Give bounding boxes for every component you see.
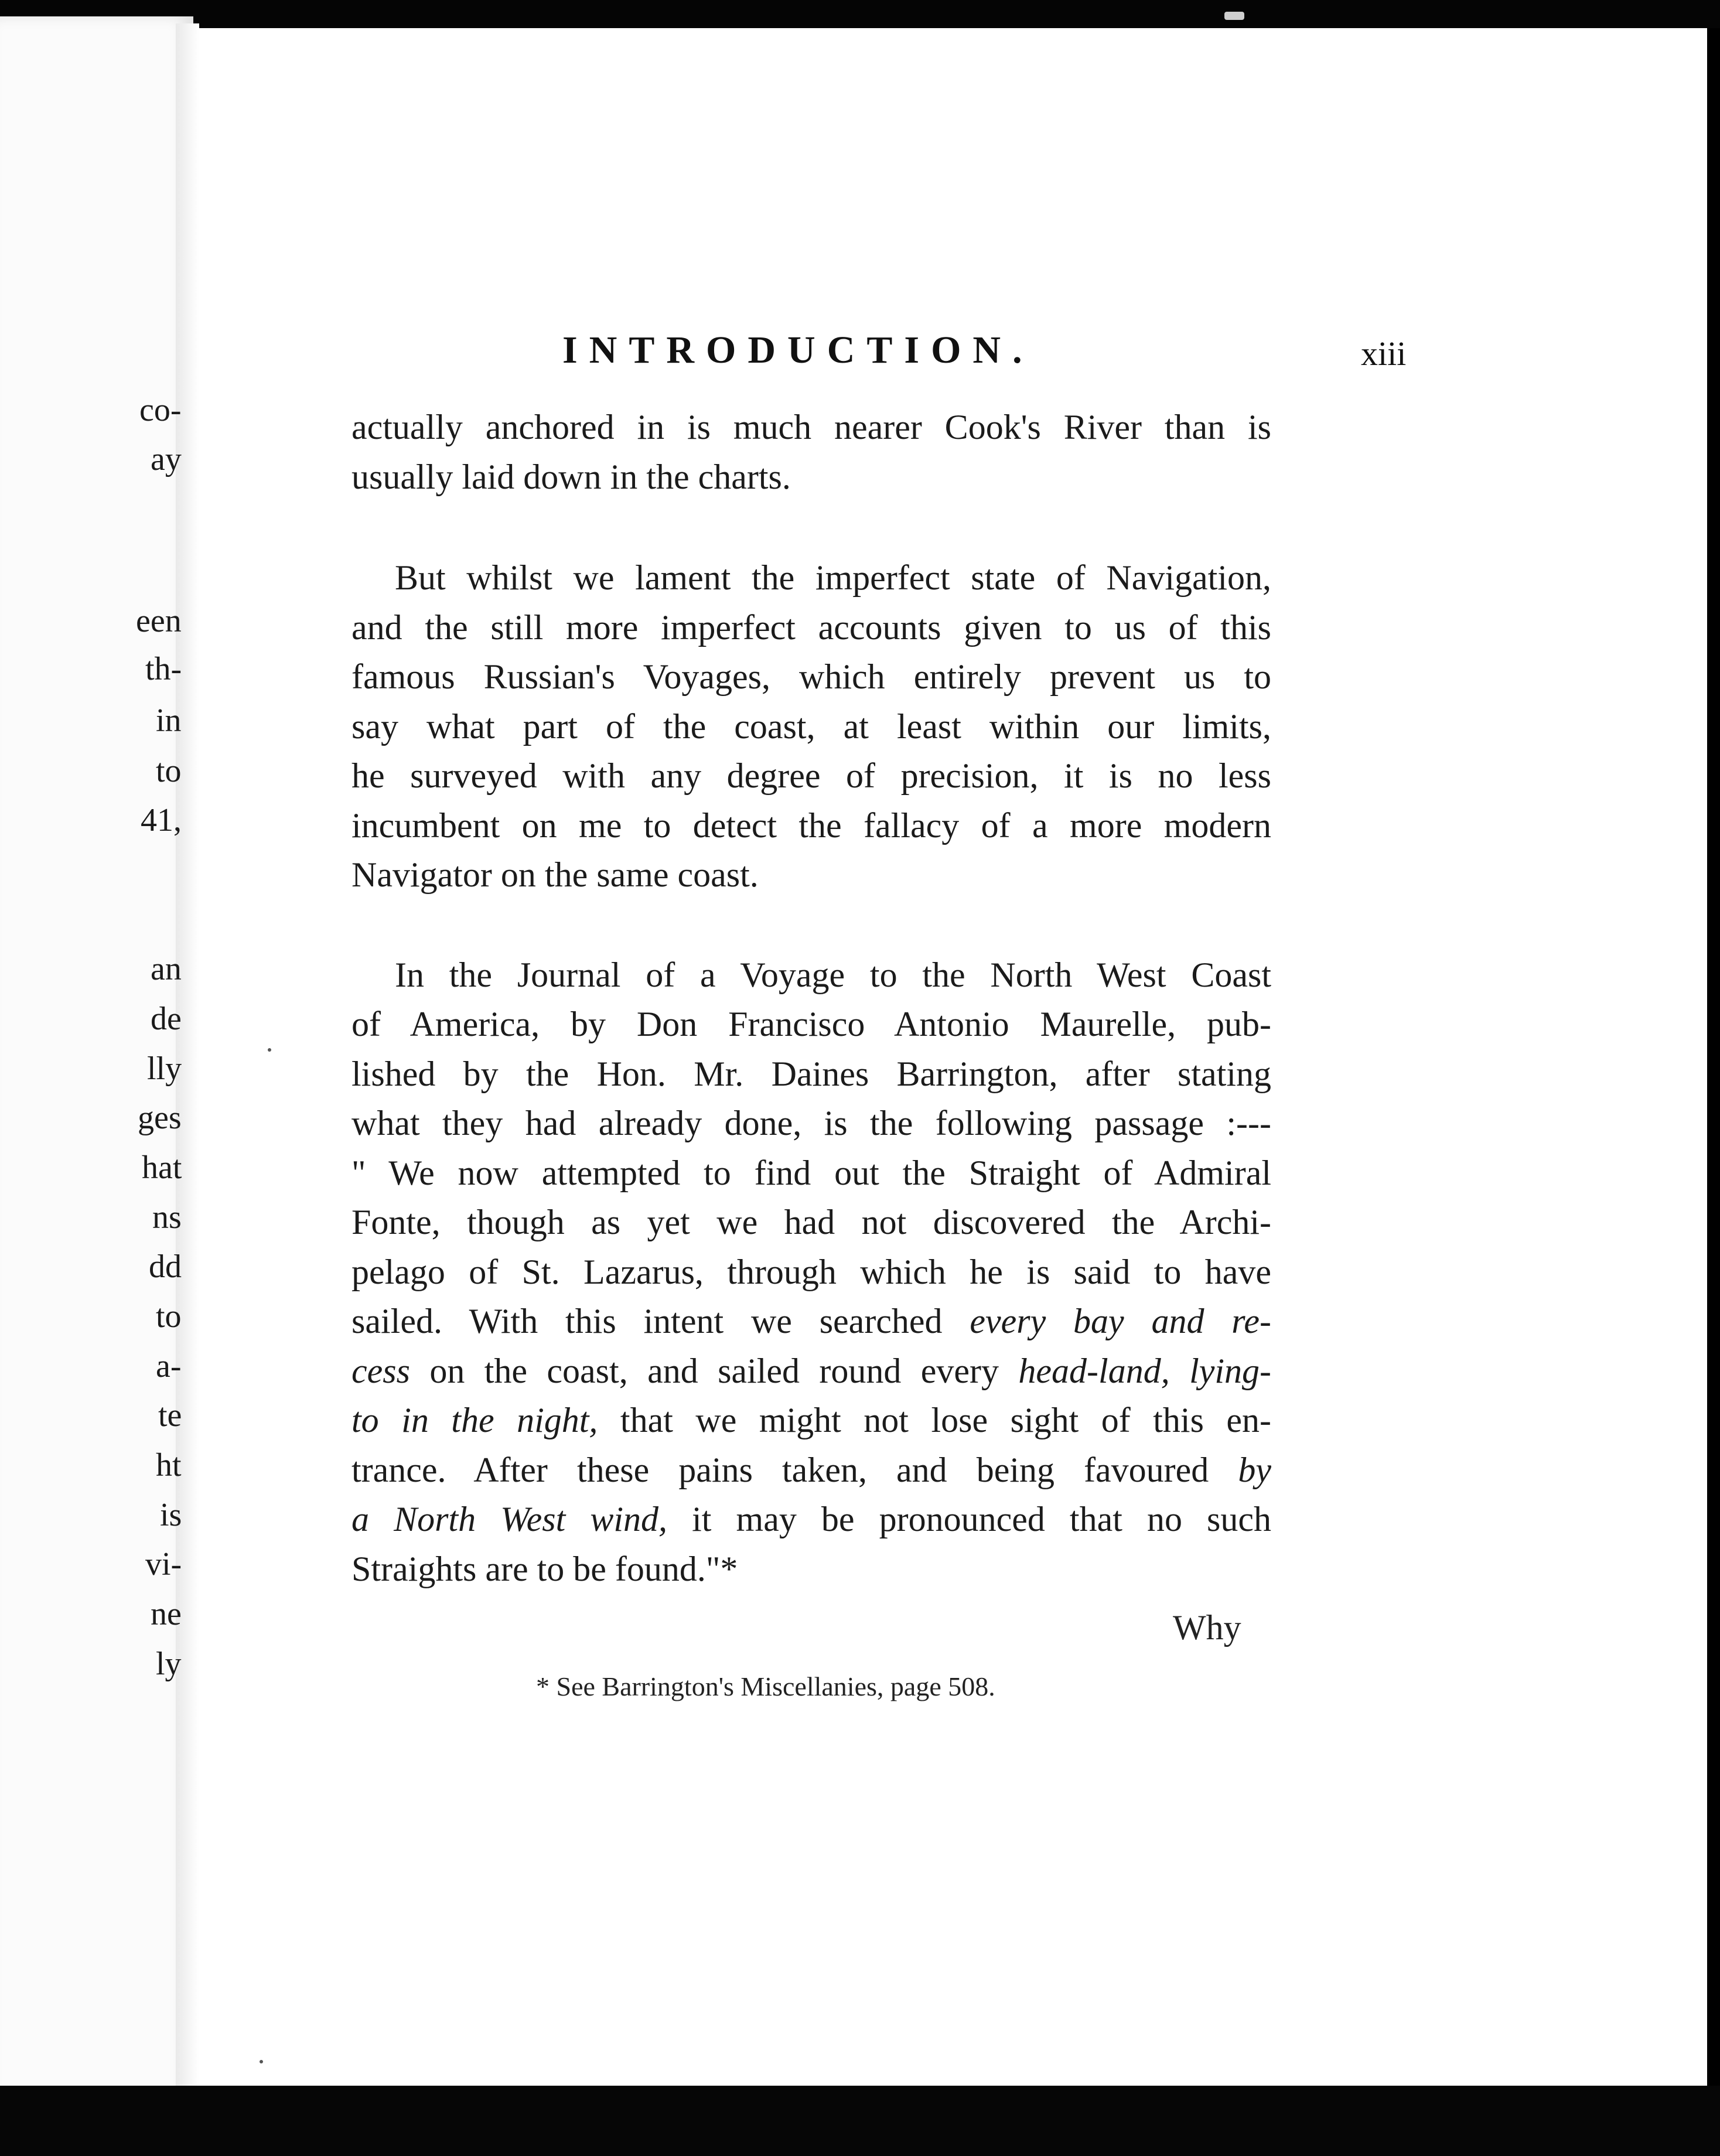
footnote: * See Barrington's Miscellanies, page 508. (536, 1671, 995, 1701)
text-line: actually anchored in is much nearer Cook's River than is (351, 408, 1271, 446)
italic-text: every bay and re- (970, 1302, 1271, 1340)
text-line: Fonte, though as yet we had not discovered the Archi- (351, 1203, 1271, 1241)
scan-speck (1224, 12, 1244, 20)
text-line: famous Russian's Voyages, which entirely prevent us to (351, 657, 1271, 696)
page-number: xiii (1361, 335, 1407, 373)
italic-text: cess (351, 1351, 410, 1390)
text-line-with-italic (351, 1445, 1271, 1495)
catchword: Why (1173, 1608, 1241, 1647)
text-line-with-italic (351, 1297, 1271, 1346)
text-line: pelago of St. Lazarus, through which he is said to have (351, 1252, 1271, 1291)
text-line: In the Journal of a Voyage to the North West Coast (395, 955, 1271, 994)
italic-text: head-land, lying- (1018, 1351, 1272, 1390)
page-content (351, 402, 1271, 1644)
running-head: INTRODUCTION. (562, 329, 1034, 371)
roman-text: trance. After these pains taken, and being favoured (351, 1450, 1209, 1489)
text-line: incumbent on me to detect the fallacy of a more modern (351, 806, 1271, 845)
scan-speck (268, 1048, 271, 1052)
text-line: say what part of the coast, at least within our limits, (351, 707, 1271, 746)
paragraph-1 (351, 402, 1271, 502)
scan-top-border (0, 0, 1720, 28)
scan-speck (260, 2060, 263, 2063)
text-line-with-italic (351, 1346, 1271, 1396)
text-line: what they had already done, is the following passage :--- (351, 1104, 1271, 1142)
text-line: lished by the Hon. Mr. Daines Barrington, after stating (351, 1054, 1271, 1093)
text-line: " We now attempted to find out the Straight of Admiral (351, 1153, 1271, 1192)
text-line: Straights are to be found."* (351, 1549, 738, 1588)
text-line: and the still more imperfect accounts given to us of this (351, 608, 1271, 647)
paragraph-2 (351, 553, 1271, 900)
text-line: Navigator on the same coast. (351, 855, 759, 894)
italic-text: to in the night, (351, 1401, 598, 1439)
text-line: But whilst we lament the imperfect state of Navigation, (395, 558, 1271, 597)
roman-text: it may be pronounced that no such (692, 1500, 1272, 1538)
roman-text: that we might not lose sight of this en- (620, 1401, 1272, 1439)
text-line-with-italic (351, 1396, 1271, 1445)
text-line-with-italic (351, 1495, 1271, 1544)
roman-text: on the coast, and sailed round every (429, 1351, 999, 1390)
text-line: usually laid down in the charts. (351, 457, 791, 496)
paragraph-3 (351, 950, 1271, 1594)
italic-text: by (1238, 1450, 1272, 1489)
text-line: he surveyed with any degree of precision, it is no less (351, 756, 1271, 795)
roman-text: sailed. With this intent we searched (351, 1302, 943, 1340)
scan-bottom-border (0, 2086, 1720, 2156)
italic-text: a North West wind, (351, 1500, 668, 1538)
left-page-text-fragments: co- ay een th- in to 41, an de lly ges hat ns dd to a- te ht is vi- ne ly (136, 392, 182, 1682)
text-line: of America, by Don Francisco Antonio Maurelle, pub- (351, 1005, 1271, 1043)
